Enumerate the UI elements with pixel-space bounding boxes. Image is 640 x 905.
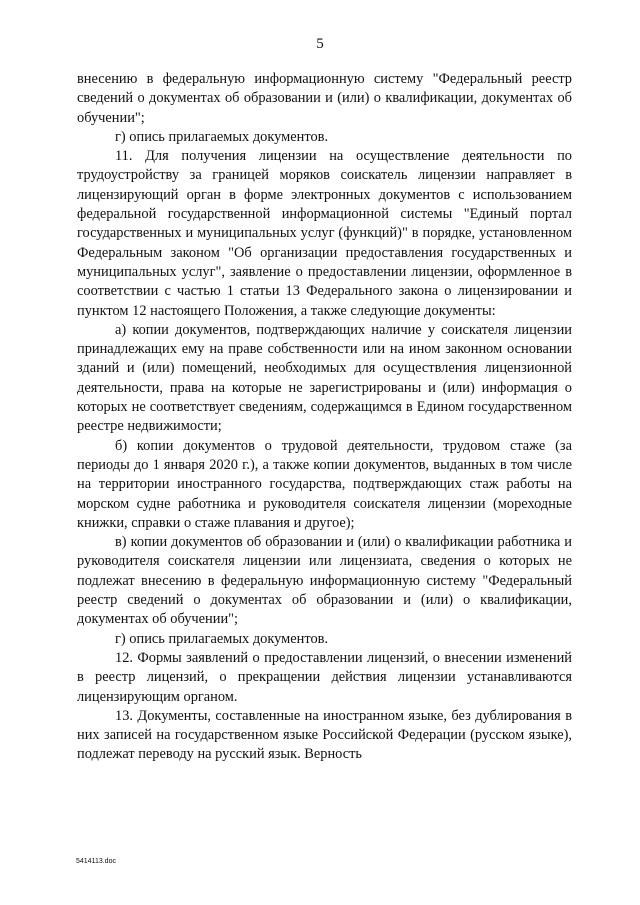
paragraph-item-v: в) копии документов об образовании и (или) о квалификации работника и руководителя соискателя лицензии или лицензиата, сведения о которых не подлежат внесению в федеральную информационную систему "Федеральный реестр сведений о документах об образовании и (или) о квалификации, документах об обучении"; <box>77 534 572 628</box>
paragraph-item-a: а) копии документов, подтверждающих наличие у соискателя лицензии принадлежащих ему на праве собственности или на ином законном основании зданий и (или) помещений, необходимых для осуществления лицензионной деятельности, права на которые не зарегистрированы и (или) информация о которых не соответствует сведениям, содержащимся в Едином государственном реестре недвижимости; <box>77 321 572 435</box>
paragraph-clause-13: 13. Документы, составленные на иностранном языке, без дублирования в них записей на государственном языке Российской Федерации (русском языке), подлежат переводу на русский язык. Верность <box>77 707 572 763</box>
paragraph-clause-12: 12. Формы заявлений о предоставлении лицензий, о внесении изменений в реестр лицензий, о прекращении действия лицензии устанавливаются лицензирующим органом. <box>77 649 572 705</box>
paragraph-item-g-second: г) опись прилагаемых документов. <box>115 630 329 647</box>
paragraph-clause-11: 11. Для получения лицензии на осуществление деятельности по трудоустройству за границей моряков соискатель лицензии направляет в лицензирующий орган в форме электронных документов с использованием федеральной государственной информационной системы "Единый портал государственных и муниципальных услуг (функций)" в порядке, установленном Федеральным законом "Об организации предоставления государственных и муниципальных услуг", заявление о предоставлении лицензии, оформленное в соответствии с частью 1 статьи 13 Федерального закона о лицензировании и пунктом 12 настоящего Положения, а также следующие документы: <box>77 148 572 319</box>
paragraph-continuation: внесению в федеральную информационную систему "Федеральный реестр сведений о документах об образовании и (или) о квалификации, документах об обучении"; <box>77 71 572 126</box>
document-body <box>77 70 572 765</box>
page-number: 5 <box>316 36 324 52</box>
paragraph-item-g-first: г) опись прилагаемых документов. <box>115 128 329 145</box>
document-footer-filename: 5414113.doc <box>76 858 116 865</box>
paragraph-item-b: б) копии документов о трудовой деятельности, трудовом стаже (за периоды до 1 января 2020 г.), а также копии документов, выданных в том числе на территории иностранного государства, подтверждающих стаж работы на морском судне работника и руководителя соискателя лицензии (мореходные книжки, справки о стаже плавания и другое); <box>77 437 572 531</box>
